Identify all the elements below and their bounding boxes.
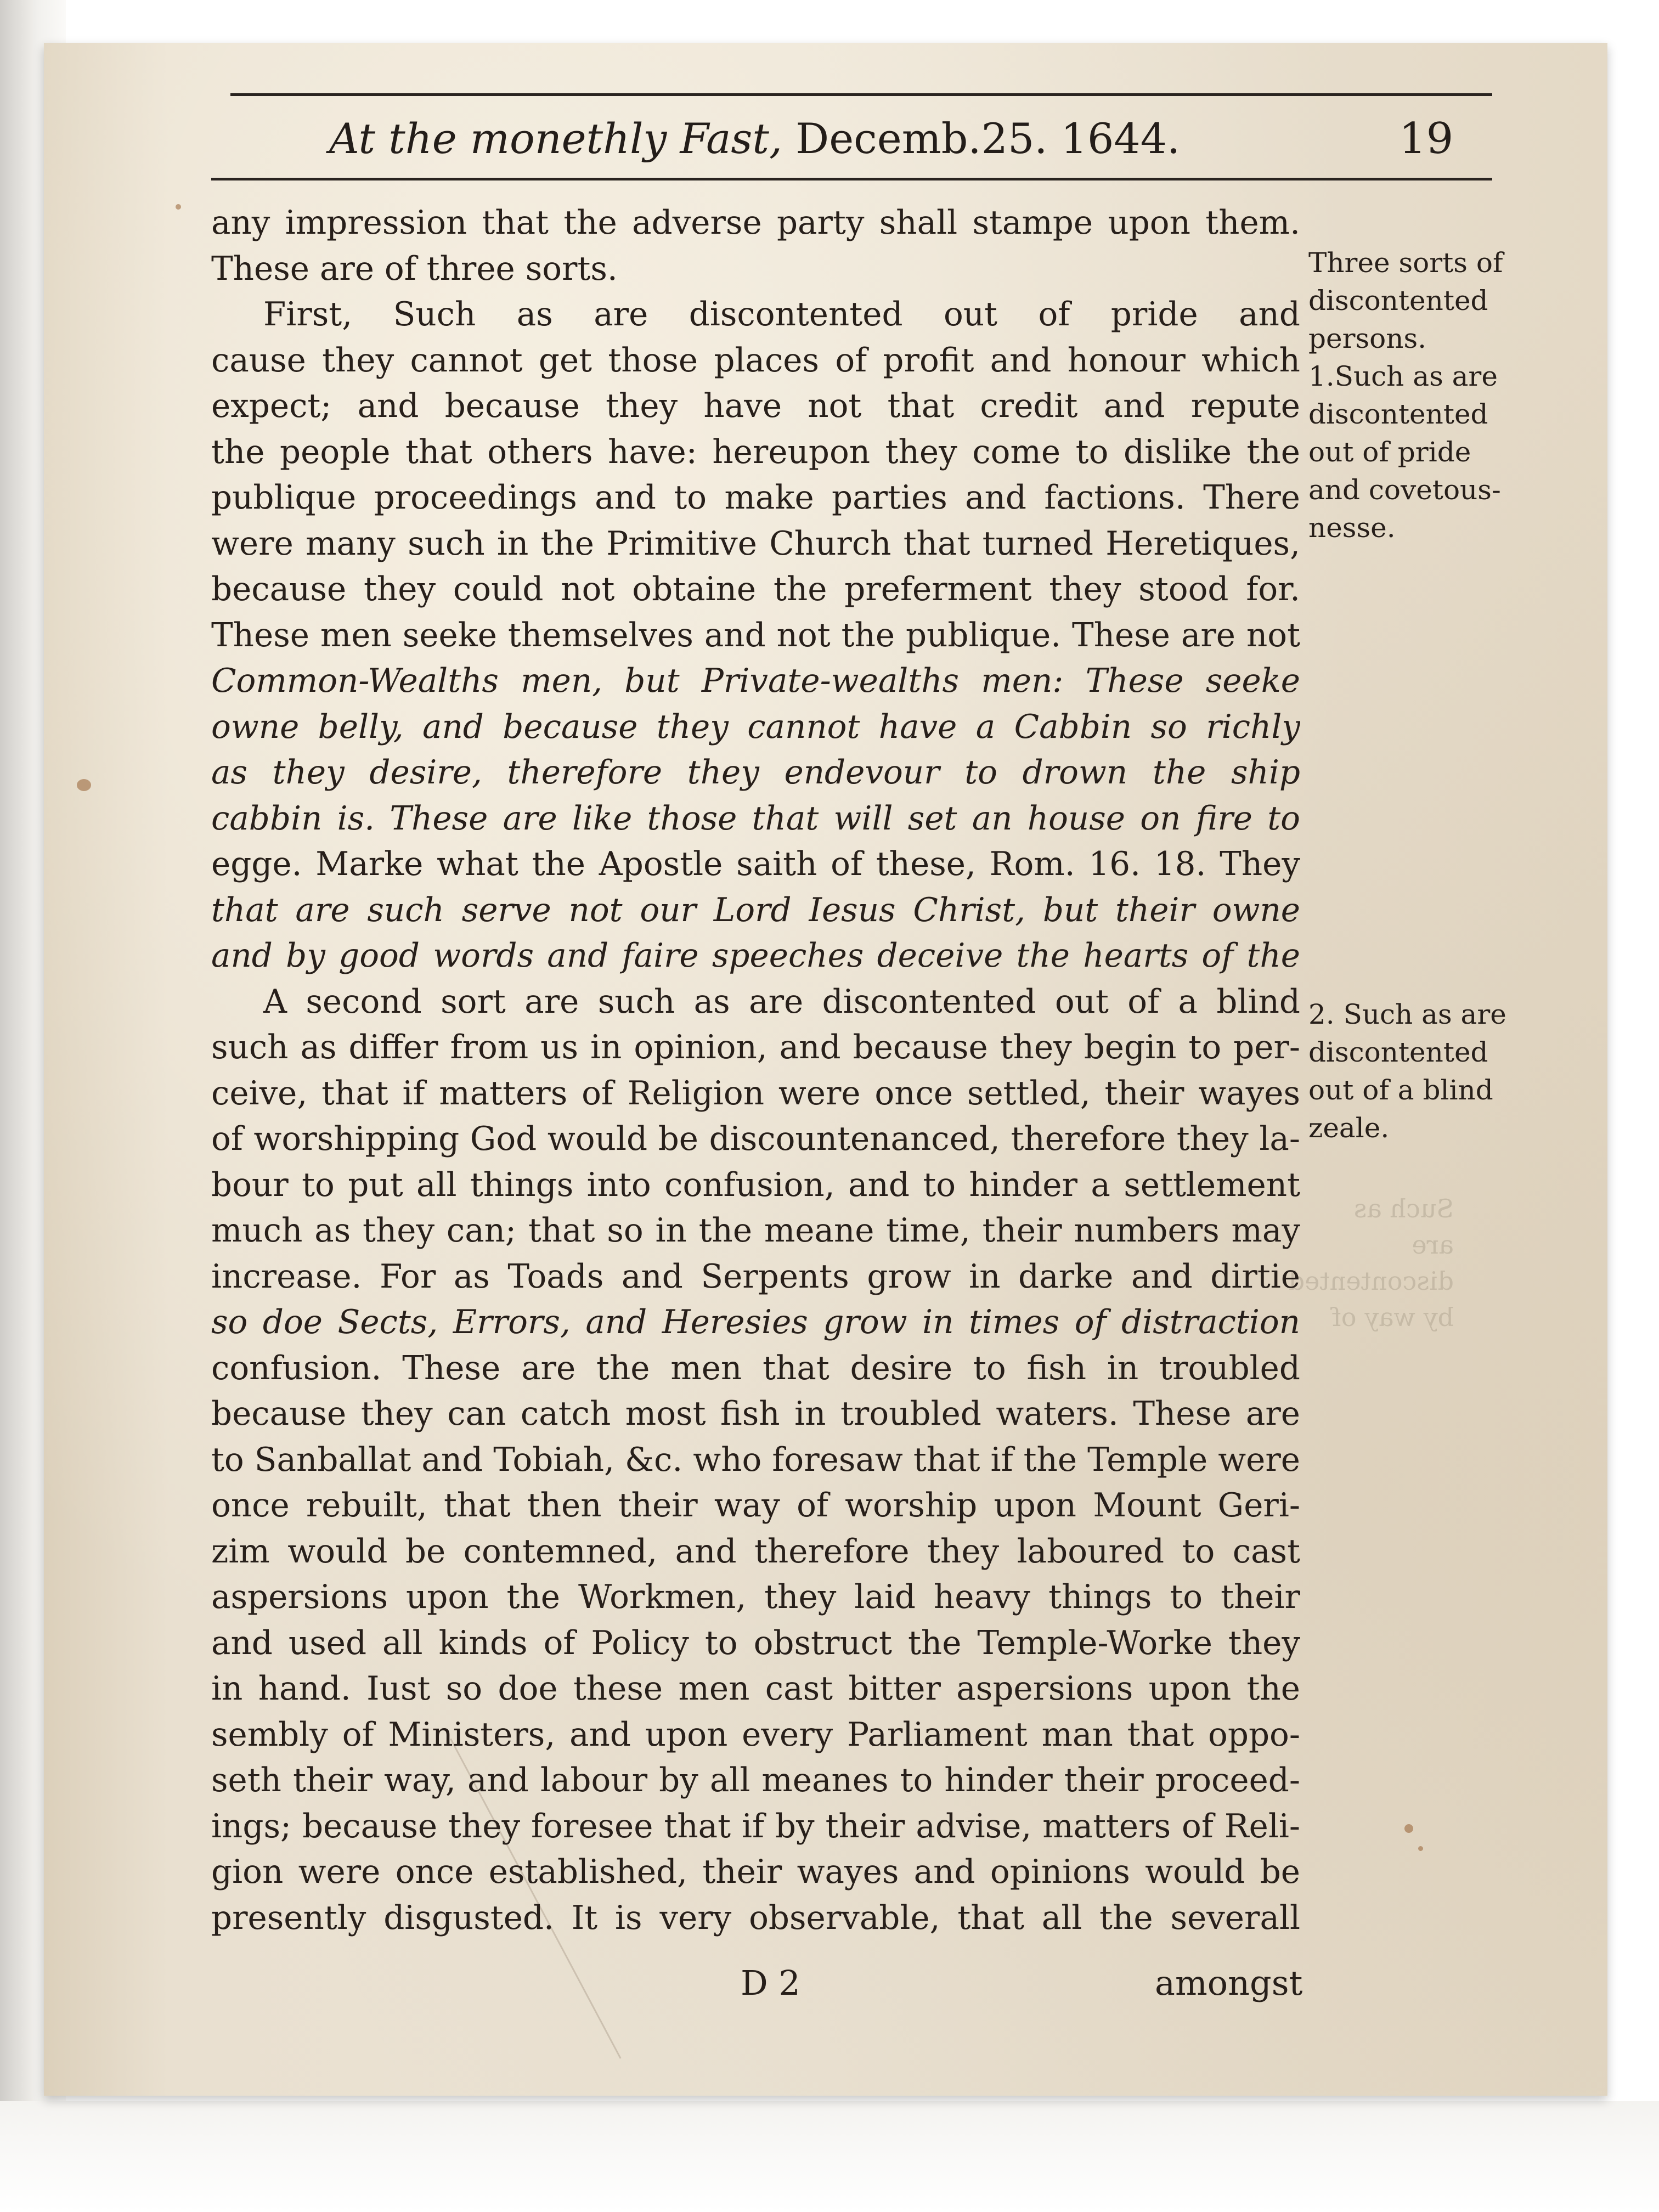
foxing-spot xyxy=(1418,1846,1423,1851)
text-line: egge. Marke what the Apostle saith of these, Rom. 16. 18. They xyxy=(211,845,1300,883)
page-number: 19 xyxy=(1399,114,1454,163)
text-line: that are such serve not our Lord Iesus Christ, but their owne xyxy=(211,891,1300,929)
text-line: Common-Wealths men, but Private-wealths men: These seeke xyxy=(211,662,1300,700)
text-line: expect; and because they have not that credit and repute xyxy=(211,387,1300,425)
running-head-title: At the monethly Fast, xyxy=(329,114,783,163)
text-line: cabbin is. These are like those that will set an house on fire to xyxy=(211,799,1300,838)
foxing-spot xyxy=(1404,1824,1413,1833)
text-line: any impression that the adverse party shall stampe upon them. xyxy=(211,204,1300,242)
text-line: in hand. Iust so doe these men cast bitter aspersions upon the xyxy=(211,1670,1300,1708)
text-line: because they can catch most fish in troubled waters. These are xyxy=(211,1395,1300,1433)
text-line: First, Such as are discontented out of pride and xyxy=(263,296,1300,334)
margin-note-line: 2. Such as are xyxy=(1308,998,1506,1030)
text-line: A second sort are such as are discontented out of a blind xyxy=(263,983,1300,1021)
background-bottom xyxy=(0,2101,1659,2212)
text-line: presently disgusted. It is very observable, that all the severall xyxy=(211,1899,1300,1937)
text-line: cause they cannot get those places of profit and honour which xyxy=(211,341,1300,380)
text-line: were many such in the Primitive Church that turned Heretiques, xyxy=(211,524,1300,563)
signature-mark: D 2 xyxy=(741,1963,800,2003)
header-rule-top xyxy=(230,93,1492,96)
text-line: because they could not obtaine the preferment they stood for. xyxy=(211,571,1300,608)
text-line: zim would be contemned, and therefore they laboured to cast xyxy=(211,1532,1300,1571)
margin-note-line: persons. xyxy=(1308,323,1427,354)
text-line: once rebuilt, that then their way of worship upon Mount Geri- xyxy=(211,1487,1300,1525)
text-line: bour to put all things into confusion, and to hinder a settlement xyxy=(211,1166,1300,1204)
text-line: the people that others have: hereupon they come to dislike the xyxy=(211,433,1300,471)
text-line: gion were once established, their wayes and opinions would be xyxy=(211,1853,1300,1891)
text-line: publique proceedings and to make parties and factions. There xyxy=(211,479,1300,517)
margin-note-line: zeale. xyxy=(1308,1112,1390,1144)
text-line: so doe Sects, Errors, and Heresies grow in times of distraction xyxy=(211,1304,1300,1341)
text-line: aspersions upon the Workmen, they laid heavy things to their xyxy=(211,1578,1300,1616)
margin-note-three-sorts xyxy=(1308,244,1506,547)
text-line: These are of three sorts. xyxy=(211,250,618,288)
margin-note-line: 1.Such as are xyxy=(1308,360,1498,392)
text-line: such as differ from us in opinion, and because they begin to per- xyxy=(211,1029,1300,1066)
margin-note-line: discontented xyxy=(1308,285,1488,317)
margin-note-blind-zeale xyxy=(1308,996,1506,1147)
text-line: and used all kinds of Policy to obstruct the Temple-Worke they xyxy=(211,1624,1300,1662)
margin-note-line: out of pride xyxy=(1308,436,1471,468)
catchword: amongst xyxy=(1155,1963,1303,2003)
margin-note-line: nesse. xyxy=(1308,512,1396,544)
text-line: and by good words and faire speeches deceive the hearts of the xyxy=(211,937,1300,975)
margin-note-line: discontented xyxy=(1308,398,1488,430)
text-line: confusion. These are the men that desire to fish in troubled xyxy=(211,1349,1300,1387)
margin-note-line: Three sorts of xyxy=(1308,247,1503,279)
show-through-text: Such as are discontented by way of xyxy=(1288,1194,1454,1332)
text-line: ings; because they foresee that if by their advise, matters of Reli- xyxy=(211,1807,1300,1846)
running-head xyxy=(329,109,1207,169)
text-line: much as they can; that so in the meane time, their numbers may xyxy=(211,1212,1300,1250)
header-rule-bottom xyxy=(211,178,1492,180)
adjacent-page-edge xyxy=(0,0,33,2212)
margin-note-line: out of a blind xyxy=(1308,1074,1493,1106)
text-line: sembly of Ministers, and upon every Parliament man that oppo- xyxy=(211,1716,1300,1754)
foxing-spot xyxy=(77,779,91,791)
text-line: of worshipping God would be discountenanced, therefore they la- xyxy=(211,1120,1300,1158)
body-text xyxy=(211,200,1300,1941)
text-line: seth their way, and labour by all meanes to hinder their proceed- xyxy=(211,1762,1300,1799)
text-line: owne belly, and because they cannot have a Cabbin so richly xyxy=(211,708,1300,746)
margin-note-line: discontented xyxy=(1308,1036,1488,1068)
text-line: increase. For as Toads and Serpents grow in darke and dirtie xyxy=(211,1257,1300,1296)
text-line: ceive, that if matters of Religion were once settled, their wayes xyxy=(211,1074,1300,1113)
text-line: as they desire, therefore they endevour to drown the ship xyxy=(211,754,1300,792)
foxing-spot xyxy=(176,204,181,210)
text-line: These men seeke themselves and not the publique. These are not xyxy=(211,616,1300,654)
running-head-date: Decemb.25. 1644. xyxy=(795,114,1181,163)
margin-note-line: and covetous- xyxy=(1308,474,1501,506)
text-line: to Sanballat and Tobiah, &c. who foresaw that if the Temple were xyxy=(211,1441,1300,1479)
